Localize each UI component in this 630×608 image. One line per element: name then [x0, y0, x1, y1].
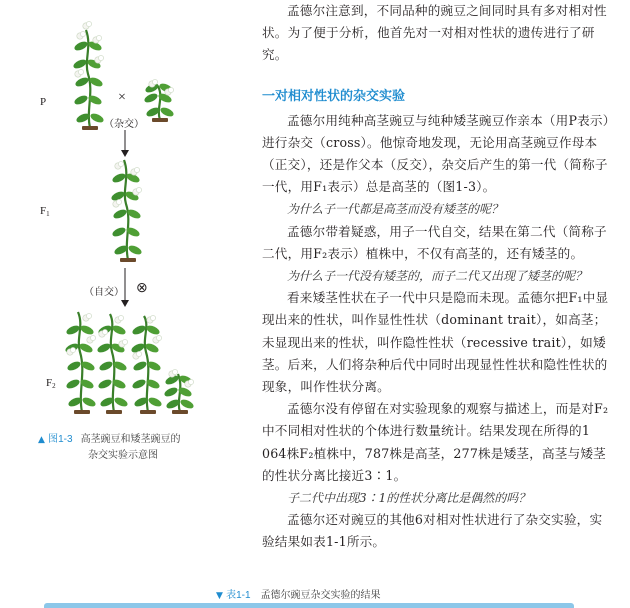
figure-number: 图1-3 — [48, 434, 73, 445]
table-caption-triangle-icon: ▼ — [216, 591, 223, 601]
f2-tall-plant-1 — [64, 312, 97, 414]
p-short-plant — [143, 79, 175, 122]
self-cross-label: （自交） — [84, 287, 124, 298]
question-3: 子二代中出现3∶1的性状分离比是偶然的吗？ — [287, 491, 531, 506]
generation-f2-label: $F_2$ — [46, 377, 56, 390]
f2-tall-plant-2 — [96, 314, 129, 414]
table-caption — [216, 586, 381, 601]
generation-f1-label: $F_1$ — [40, 205, 50, 218]
caption-line-2: 杂交实验示意图 — [88, 450, 158, 461]
table-number: 表1-1 — [226, 590, 251, 601]
figure-drawing — [0, 0, 225, 608]
f1-tall-plant — [110, 160, 143, 262]
paragraph-4: 孟德尔没有停留在对实验现象的观察与描述上，而是对F₂中不同相对性状的个体进行数量统计。结果发现在所得的1 064株F₂植株中，787株是高茎，277株是矮茎，高茎与矮茎的性状分离比接近3∶1。 — [262, 401, 609, 483]
paragraph-1: 孟德尔用纯种高茎豌豆与纯种矮茎豌豆作亲本（用P表示）进行杂交（cross）。他惊奇地发现，无论用高茎豌豆作母本（正交），还是作父本（反交），杂交后产生的第一代（简称子一代，用F₁表示）总是高茎的（图1-3）。 — [262, 112, 610, 195]
p-tall-plant — [72, 21, 105, 130]
table-caption-text: 孟德尔豌豆杂交实验的结果 — [260, 590, 381, 601]
intro-paragraph: 孟德尔注意到，不同品种的豌豆之间同时具有多对相对性状。为了便于分析，他首先对一对相对性状的遗传进行了研究。 — [262, 3, 607, 63]
self-cross-symbol: ⊗ — [136, 281, 148, 296]
section-heading: 一对相对性状的杂交实验 — [262, 88, 406, 104]
question-2: 为什么子一代没有矮茎的，而子二代又出现了矮茎的呢？ — [287, 269, 588, 284]
generation-p-label: P — [40, 96, 47, 108]
cross-label: （杂交） — [104, 119, 144, 130]
paragraph-3: 看来矮茎性状在子一代中只是隐而未现。孟德尔把F₁中显现出来的性状，叫作显性性状（dominant trait），如高茎；未显现出来的性状，叫作隐性性状（recessive trait），如矮茎。后来，人们将杂种后代中同时出现显性性状和隐性性状的现象，叫作性状分离。 — [262, 290, 609, 395]
figure-caption — [38, 432, 218, 464]
paragraph-2: 孟德尔带着疑惑，用子一代自交，结果在第二代（简称子二代，用F₂表示）植株中，不仅有高茎的，还有矮茎的。 — [262, 223, 607, 261]
figure-1-3 — [0, 0, 225, 608]
caption-triangle-icon: ▲ — [38, 435, 45, 445]
body-text — [262, 0, 610, 554]
paragraph-5: 孟德尔还对豌豆的其他6对相对性状进行了杂交实验，实验结果如表1-1所示。 — [262, 512, 603, 550]
table-top-bar — [44, 603, 574, 608]
f2-short-plant — [163, 369, 195, 414]
f2-tall-plant-3 — [130, 315, 163, 414]
question-1: 为什么子一代都是高茎而没有矮茎的呢？ — [287, 202, 504, 217]
caption-line-1: 高茎豌豆和矮茎豌豆的 — [80, 434, 181, 445]
cross-symbol: × — [118, 90, 126, 105]
